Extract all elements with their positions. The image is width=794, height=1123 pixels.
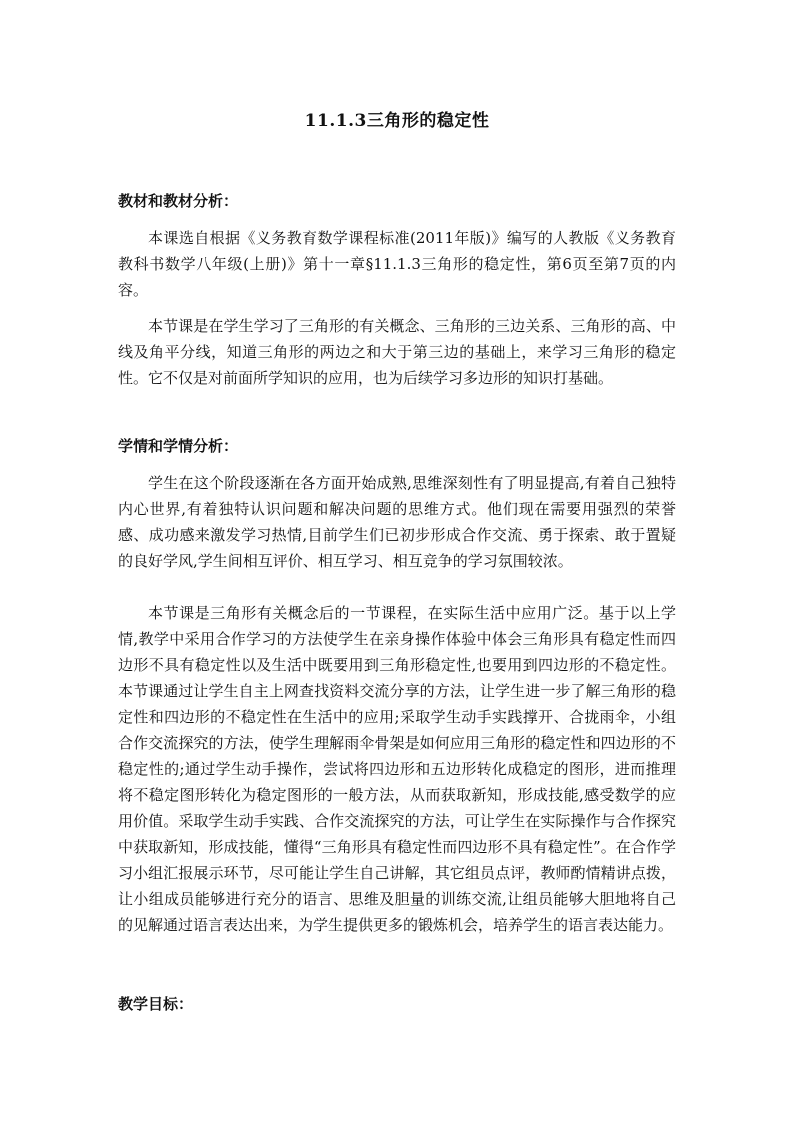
paragraph-textbook-context: 本节课是在学生学习了三角形的有关概念、三角形的三边关系、三角形的高、中线及角平分线，知道三角形的两边之和大于第三边的基础上，来学习三角形的稳定性。它不仅是对前面所学知识的应用，也为后续学习多边形的知识打基础。 [118,317,676,387]
paragraph-teaching-approach: 本节课是三角形有关概念后的一节课程，在实际生活中应用广泛。基于以上学情,教学中采用合作学习的方法使学生在亲身操作体验中体会三角形具有稳定性而四边形不具有稳定性以及生活中既要用到三角形稳定性,也要用到四边形的不稳定性。本节课通过让学生自主上网查找资料交流分享的方法，让学生进一步了解三角形的稳定性和四边形的不稳定性在生活中的应用;采取学生动手实践撑开、合拢雨伞，小组合作交流探究的方法，使学生理解雨伞骨架是如何应用三角形的稳定性和四边形的不稳定性的;通过学生动手操作，尝试将四边形和五边形转化成稳定的图形，进而推理将不稳定图形转化为稳定图形的一般方法，从而获取新知，形成技能,感受数学的应用价值。采取学生动手实践、合作交流探究的方法，可让学生在实际操作与合作探究中获取新知，形成技能，懂得“三角形具有稳定性而四边形不具有稳定性”。在合作学习小组汇报展示环节，尽可能让学生自己讲解，其它组员点评，教师酌情精讲点拨，让小组成员能够进行充分的语言、思维及胆量的训练交流,让组员能够大胆地将自己的见解通过语言表达出来，为学生提供更多的锻炼机会，培养学生的语言表达能力。 [118,604,676,934]
section-heading-teaching-goals: 教学目标： [118,995,194,1013]
section-heading-textbook-analysis: 教材和教材分析： [118,192,239,210]
paragraph-student-traits: 学生在这个阶段逐渐在各方面开始成熟,思维深刻性有了明显提高,有着自己独特内心世界,有着独特认识问题和解决问题的思维方式。他们现在需要用强烈的荣誉感、成功感来激发学习热情,目前学生们已初步形成合作交流、勇于探索、敢于置疑的良好学风,学生间相互评价、相互学习、相互竞争的学习氛围较浓。 [118,474,676,570]
paragraph-textbook-source: 本课选自根据《义务教育数学课程标准(2011年版)》编写的人教版《义务教育教科书数学八年级(上册)》第十一章§11.1.3三角形的稳定性，第6页至第7页的内容。 [118,229,676,299]
document-title: 11.1.3三角形的稳定性 [304,111,490,131]
section-heading-student-analysis: 学情和学情分析： [118,437,239,455]
